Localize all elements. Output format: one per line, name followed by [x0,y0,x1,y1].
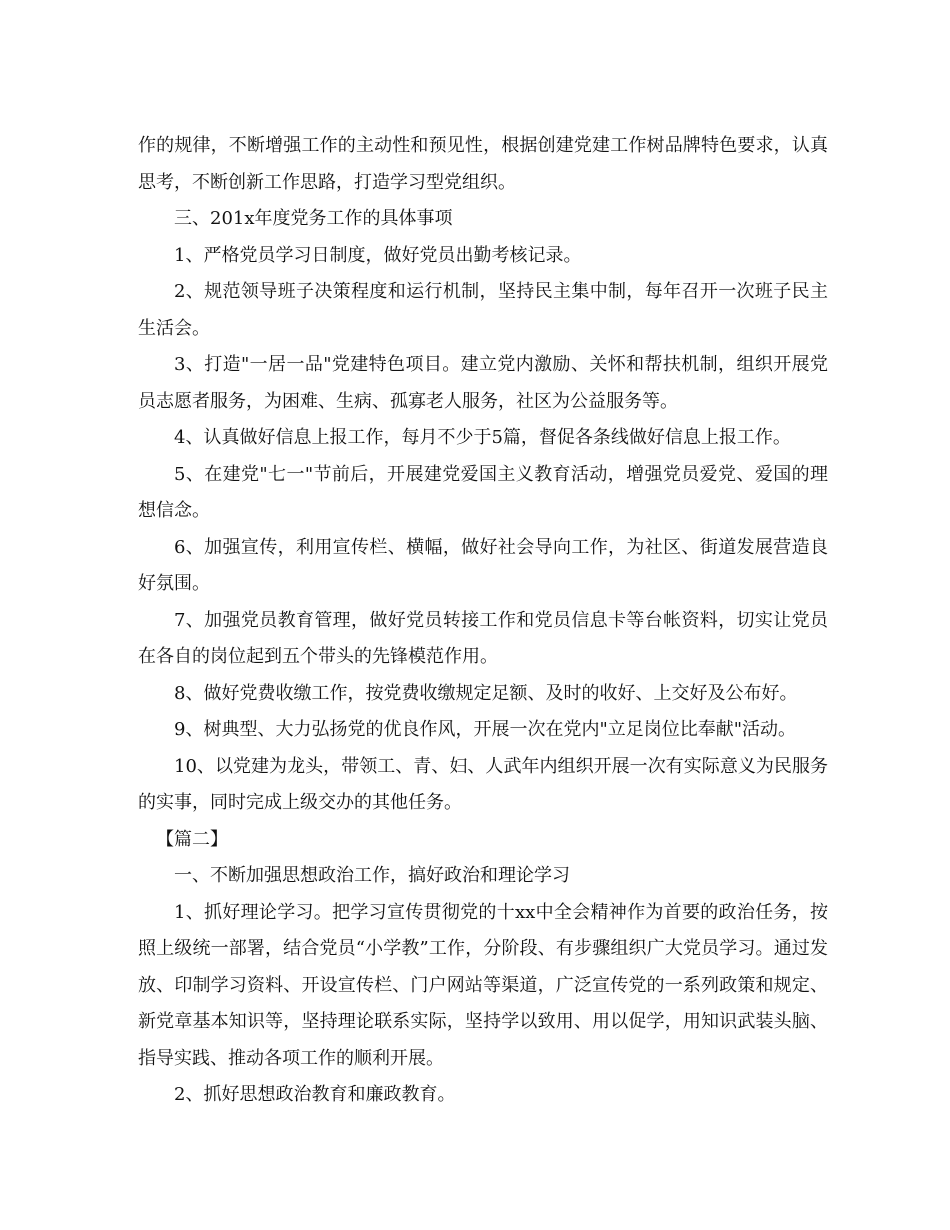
list-item-9: 9、树典型、大力弘扬党的优良作风，开展一次在党内"立足岗位比奉献"活动。 [174,719,797,740]
list-item-5: 5、在建党"七一"节前后，开展建党爱国主义教育活动，增强党员爱党、爱国的理想信念。 [138,463,828,521]
paragraph-intro-continuation: 作的规律，不断增强工作的主动性和预见性，根据创建党建工作树品牌特色要求，认真思考，不断创新工作思路，打造学习型党组织。 [138,135,828,193]
heading-section-three: 三、201x年度党务工作的具体事项 [174,208,453,229]
list-item-theory-study: 1、抓好理论学习。把学习宣传贯彻党的十xx中全会精神作为首要的政治任务，按照上级统一部署，结合党员“小学教”工作，分阶段、有步骤组织广大党员学习。通过发放、印制学习资料、开设宣传栏、门户网站等渠道，广泛宣传党的一系列政策和规定、新党章基本知识等，坚持理论联系实际，坚持学以致用、用以促学，用知识武装头脑、指导实践、推动各项工作的顺利开展。 [138,901,828,1069]
list-item-10: 10、以党建为龙头，带领工、青、妇、人武年内组织开展一次有实际意义为民服务的实事，同时完成上级交办的其他任务。 [138,755,828,813]
list-item-2: 2、规范领导班子决策程度和运行机制，坚持民主集中制，每年召开一次班子民主生活会。 [138,281,828,339]
list-item-8: 8、做好党费收缴工作，按党费收缴规定足额、及时的收好、上交好及公布好。 [174,682,798,704]
section-title-part-two: 【篇二】 [156,828,228,850]
document-body [138,128,828,1114]
list-item-political-education: 2、抓好思想政治教育和廉政教育。 [174,1084,456,1105]
heading-section-one: 一、不断加强思想政治工作，搞好政治和理论学习 [174,865,570,886]
list-item-3: 3、打造"一居一品"党建特色项目。建立党内激励、关怀和帮扶机制，组织开展党员志愿者服务，为困难、生病、孤寡老人服务，社区为公益服务等。 [138,354,828,412]
list-item-6: 6、加强宣传，利用宣传栏、横幅，做好社会导向工作，为社区、街道发展营造良好氛围。 [138,536,828,594]
list-item-1: 1、严格党员学习日制度，做好党员出勤考核记录。 [174,244,582,266]
list-item-4: 4、认真做好信息上报工作，每月不少于5篇，督促各条线做好信息上报工作。 [174,427,791,448]
list-item-7: 7、加强党员教育管理，做好党员转接工作和党员信息卡等台帐资料，切实让党员在各自的岗位起到五个带头的先锋模范作用。 [138,609,828,667]
